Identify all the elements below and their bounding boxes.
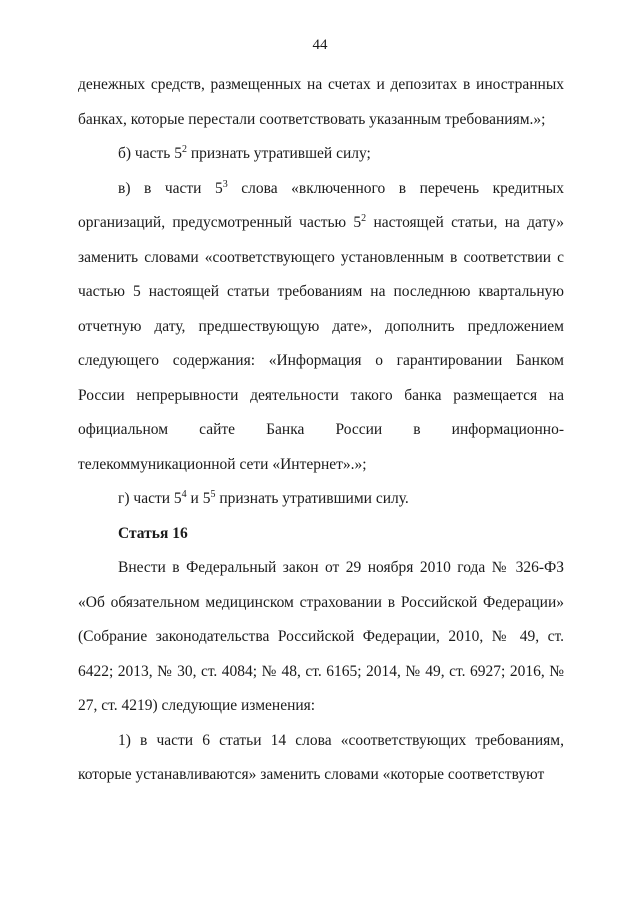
page-number: 44 bbox=[312, 37, 328, 53]
paragraph-continuation-line1: денежных средств, размещенных на счетах и депозитах в иностранных bbox=[78, 76, 564, 93]
item-g-superscript-1: 4 bbox=[181, 489, 187, 500]
paragraph-article-intro: Внести в Федеральный закон от 29 ноября 2010 года № 326-ФЗ «Об обязательном медицинском страховании в Российской Федерации» (Собрание законодательства Российской Федерации, 2010, № 49, ст. 6422; 2013, № 30, ст. 4084; № 48, ст. 6165; 2014, № 49, ст. 6927; 2016, № 27, ст. 4219) следующие изменения: bbox=[78, 559, 564, 714]
item-g-text-post: признать утратившими силу. bbox=[215, 490, 409, 507]
item-v-text-post: настоящей статьи, на дату» заменить словами «соответствующего установленным в соответствии с частью 5 настоящей статьи требованиям на последнюю квартальную отчетную дату, предшествующую дате», дополнить предложением следующего содержания: «Информация о гарантировании Банком России непрерывности деятельности такого банка размещается на официальном сайте Банка России в информационно-телекоммуникационной сети «Интернет».»; bbox=[78, 214, 564, 473]
item-b-superscript: 2 bbox=[181, 144, 187, 155]
paragraph-item-1: 1) в части 6 статьи 14 слова «соответствующих требованиям, которые устанавливаются» заменить словами «которые соответствуют bbox=[78, 731, 564, 783]
paragraph-item-b bbox=[78, 137, 564, 172]
item-v-superscript-1: 3 bbox=[222, 178, 228, 190]
paragraph-item-v bbox=[78, 172, 564, 483]
item-g-superscript-2: 5 bbox=[210, 489, 216, 500]
article-heading: Статья 16 bbox=[118, 524, 188, 542]
item-v-text-mid: слова «включенного в перечень кредитных организаций, предусмотренный частью 5 bbox=[78, 179, 564, 231]
item-g-text-pre: г) части 5 bbox=[118, 490, 182, 507]
item-g-text-mid: и 5 bbox=[186, 490, 211, 507]
item-b-text-post: признать утратившей силу; bbox=[186, 145, 371, 162]
item-v-superscript-2: 2 bbox=[361, 213, 367, 224]
item-b-text-pre: б) часть 5 bbox=[118, 145, 182, 162]
paragraph-continuation-line2: банках, которые перестали соответствовать указанным требованиям.»; bbox=[78, 110, 546, 128]
item-v-text-pre: в) в части 5 bbox=[118, 179, 223, 197]
document-body bbox=[78, 68, 564, 793]
paragraph-item-g bbox=[78, 482, 564, 517]
